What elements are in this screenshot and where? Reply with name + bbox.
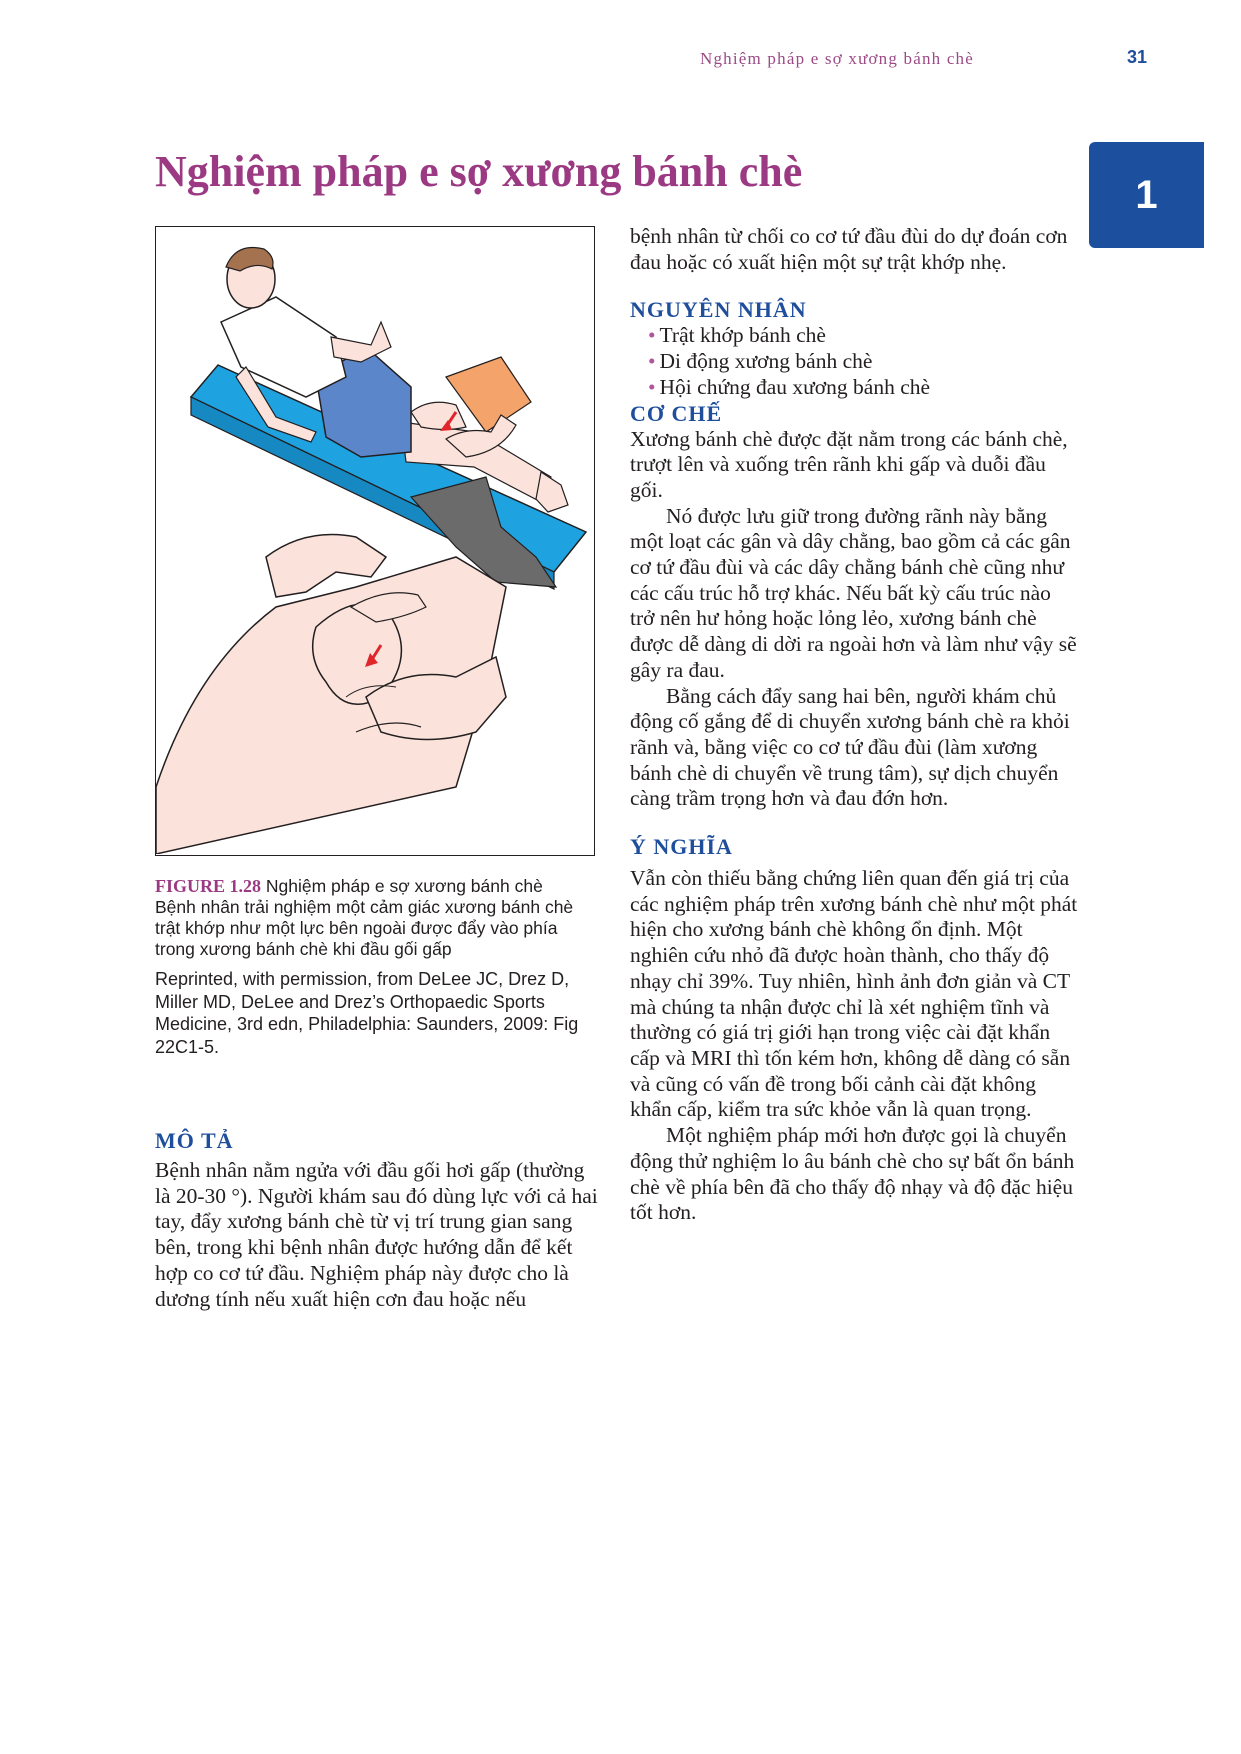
y-nghia-paragraph-2: Một nghiệm pháp mới hơn được gọi là chuyển động thử nghiệm lo âu bánh chè cho sự bất ổn bánh chè về phía bên đã cho thấy độ nhạy và độ đặc hiệu tốt hơn. [630,1123,1075,1225]
mo-ta-text: Bệnh nhân nằm ngửa với đầu gối hơi gấp (thường là 20-30 °). Người khám sau đó dùng lực với cả hai tay, đẩy xương bánh chè từ vị trí trung gian sang bên, trong khi bệnh nhân được hướng dẫn để kết hợp co cơ tứ đầu. Nghiệm pháp này được cho là dương tính nếu xuất hiện cơn đau hoặc nếu [155,1158,598,1311]
figure-caption [155,876,595,1058]
continued-text: bệnh nhân từ chối co cơ tứ đầu đùi do dự đoán cơn đau hoặc có xuất hiện một sự trật khớp nhẹ. [630,224,1068,274]
figure-title: Nghiệm pháp e sợ xương bánh chè [265,876,543,896]
list-item: • Hội chứng đau xương bánh chè [648,375,1080,401]
figure-label: FIGURE 1.28 [155,876,262,896]
heading-co-che: CƠ CHẾ [630,400,723,426]
cause-list [630,323,1080,400]
list-item: • Trật khớp bánh chè [648,323,1080,349]
y-nghia-paragraph-1: Vẫn còn thiếu bằng chứng liên quan đến giá trị của các nghiệm pháp trên xương bánh chè như một phát hiện cho xương bánh chè không ổn định. Một nghiên cứu nhỏ đã được hoàn thành, cho thấy độ nhạy chỉ 39%. Tuy nhiên, hình ảnh đơn giản và CT mà chúng ta nhận được chỉ là xét nghiệm tĩnh và thường có giá trị giới hạn trong việc cài đặt khẩn cấp và MRI thì tốn kém hơn, không dễ dàng có sẵn và cũng có vấn đề trong bối cảnh cài đặt không khẩn cấp, kiểm tra sức khỏe vẫn là quan trọng. [630,866,1078,1122]
chapter-tab: 1 [1089,142,1204,248]
co-che-paragraph-3: Bằng cách đẩy sang hai bên, người khám chủ động cố gắng để di chuyển xương bánh chè ra khỏi rãnh và, bằng việc co cơ tứ đầu đùi (làm xương bánh chè di chuyển về trung tâm), sự dịch chuyển càng trầm trọng hơn và đau đớn hơn. [630,683,1070,811]
page-number: 31 [1127,47,1148,67]
patellar-apprehension-illustration [156,227,593,854]
right-column [630,224,1080,1226]
running-head-title: Nghiệm pháp e sợ xương bánh chè [700,49,975,68]
co-che-paragraph-2: Nó được lưu giữ trong đường rãnh này bằng một loạt các gân và dây chằng, bao gồm cả các gân cơ tứ đầu đùi và các dây chằng bánh chè cũng như các cấu trúc hỗ trợ khác. Nếu bất kỳ cấu trúc nào trở nên hư hỏng hoặc lỏng lẻo, xương bánh chè được dễ dàng di dời ra ngoài hơn và làm như vậy sẽ gây ra đau. [630,503,1077,682]
figure-illustration [155,226,595,856]
heading-y-nghia: Ý NGHĨA [630,834,733,860]
heading-mo-ta: MÔ TẢ [155,1128,234,1153]
list-item: • Di động xương bánh chè [648,349,1080,375]
heading-nguyen-nhan: NGUYÊN NHÂN [630,297,807,323]
page-title: Nghiệm pháp e sợ xương bánh chè [155,147,803,196]
section-mo-ta [155,1128,600,1312]
figure-description: Bệnh nhân trải nghiệm một cảm giác xương bánh chè trật khớp như một lực bên ngoài được đẩy vào phía trong xương bánh chè khi đầu gối gấp [155,897,574,959]
figure-credit: Reprinted, with permission, from DeLee JC, Drez D, Miller MD, DeLee and Drez’s Orthopaedic Sports Medicine, 3rd edn, Philadelphia: Saunders, 2009: Fig 22C1-5. [155,969,579,1057]
co-che-paragraph-1: Xương bánh chè được đặt nằm trong các bánh chè, trượt lên và xuống trên rãnh khi gấp và duỗi đầu gối. [630,426,1068,502]
